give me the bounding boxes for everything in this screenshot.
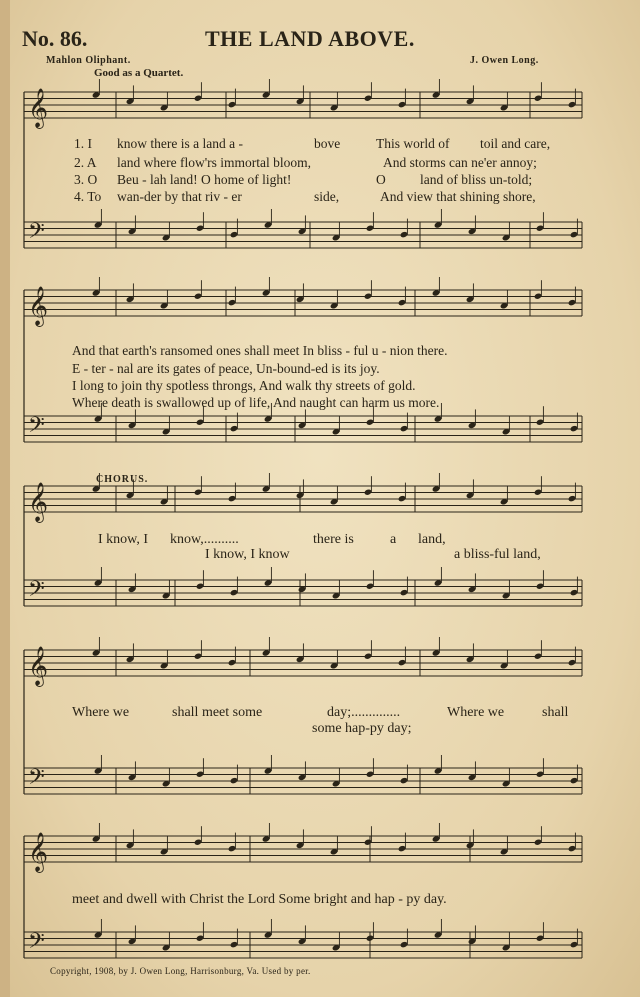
lyric-4c: side, (314, 189, 340, 204)
lyric-8: Where death is swallowed up of life, And naught can harm us more. (72, 395, 440, 410)
s4-lyric-4: Where we (447, 705, 505, 720)
chorus-label: CHORUS. (96, 474, 149, 485)
lyric-3b: Beu - lah land! O home of light! (117, 172, 292, 187)
lyric-1e: toil and care, (480, 136, 551, 151)
hymn-number: No. 86. (22, 26, 88, 51)
chorus-lyric-5: land, (418, 532, 446, 547)
chorus-lyric-3: there is (313, 532, 354, 547)
bass-clef-icon: 𝄢 (28, 577, 45, 607)
lyric-1b: know there is a land a - (117, 136, 243, 151)
lyric-2b: land where flow'rs immortal bloom, (117, 155, 312, 170)
chorus-lyric-1: I know, I (98, 532, 149, 547)
lyric-3d: land of bliss un-told; (420, 172, 533, 187)
composer-credit: J. Owen Long. (470, 55, 539, 66)
lyric-4d: And view that shining shore, (380, 189, 536, 204)
chorus-lyric-2: know,.......... (170, 532, 239, 547)
staff-lines (24, 88, 582, 959)
s4-lyric-5: shall (542, 705, 569, 720)
lyric-1d: This world of (376, 136, 450, 151)
lyric-1c: bove (314, 136, 341, 151)
chorus-lyric-4: a (390, 532, 397, 547)
treble-clef-icon: 𝄞 (28, 832, 49, 872)
s4-lyric-1: Where we (72, 705, 130, 720)
lyric-1a: 1. I (74, 136, 92, 151)
lyric-3a: 3. O (74, 172, 98, 187)
lyric-7: I long to join thy spotless throngs, And walk thy streets of gold. (72, 378, 416, 393)
tempo-marking: Good as a Quartet. (94, 67, 184, 79)
chorus-lyric-7: a bliss-ful land, (454, 547, 541, 562)
note-heads (92, 79, 579, 951)
lyric-4b: wan-der by that riv - er (117, 189, 242, 204)
s4-lyric-3: day;.............. (327, 705, 401, 720)
author-credit: Mahlon Oliphant. (46, 55, 131, 66)
chorus-lyric-6: I know, I know (205, 547, 290, 562)
treble-clef-icon: 𝄞 (28, 286, 49, 326)
treble-clef-icon: 𝄞 (28, 482, 49, 522)
lyric-4a: 4. To (74, 189, 102, 204)
lyric-2c: And storms can ne'er annoy; (383, 155, 537, 170)
lyric-2a: 2. A (74, 155, 97, 170)
lyric-6: E - ter - nal are its gates of peace, Un-bound-ed is its joy. (72, 361, 380, 376)
bass-clef-icon: 𝄢 (28, 219, 45, 249)
lyric-5: And that earth's ransomed ones shall meet In bliss - ful u - nion there. (72, 343, 448, 358)
hymn-title: THE LAND ABOVE. (205, 26, 415, 51)
treble-clef-icon: 𝄞 (28, 646, 49, 686)
bass-clef-icon: 𝄢 (28, 929, 45, 959)
s4-lyric-6: some hap-py day; (312, 721, 412, 736)
lyric-3c: O (376, 172, 386, 187)
copyright-notice: Copyright, 1908, by J. Owen Long, Harrisonburg, Va. Used by per. (50, 966, 311, 976)
s4-lyric-2: shall meet some (172, 705, 263, 720)
s5-lyric: meet and dwell with Christ the Lord Some bright and hap - py day. (72, 892, 447, 907)
bass-clef-icon: 𝄢 (28, 765, 45, 795)
treble-clef-icon: 𝄞 (28, 88, 49, 128)
bass-clef-icon: 𝄢 (28, 413, 45, 443)
